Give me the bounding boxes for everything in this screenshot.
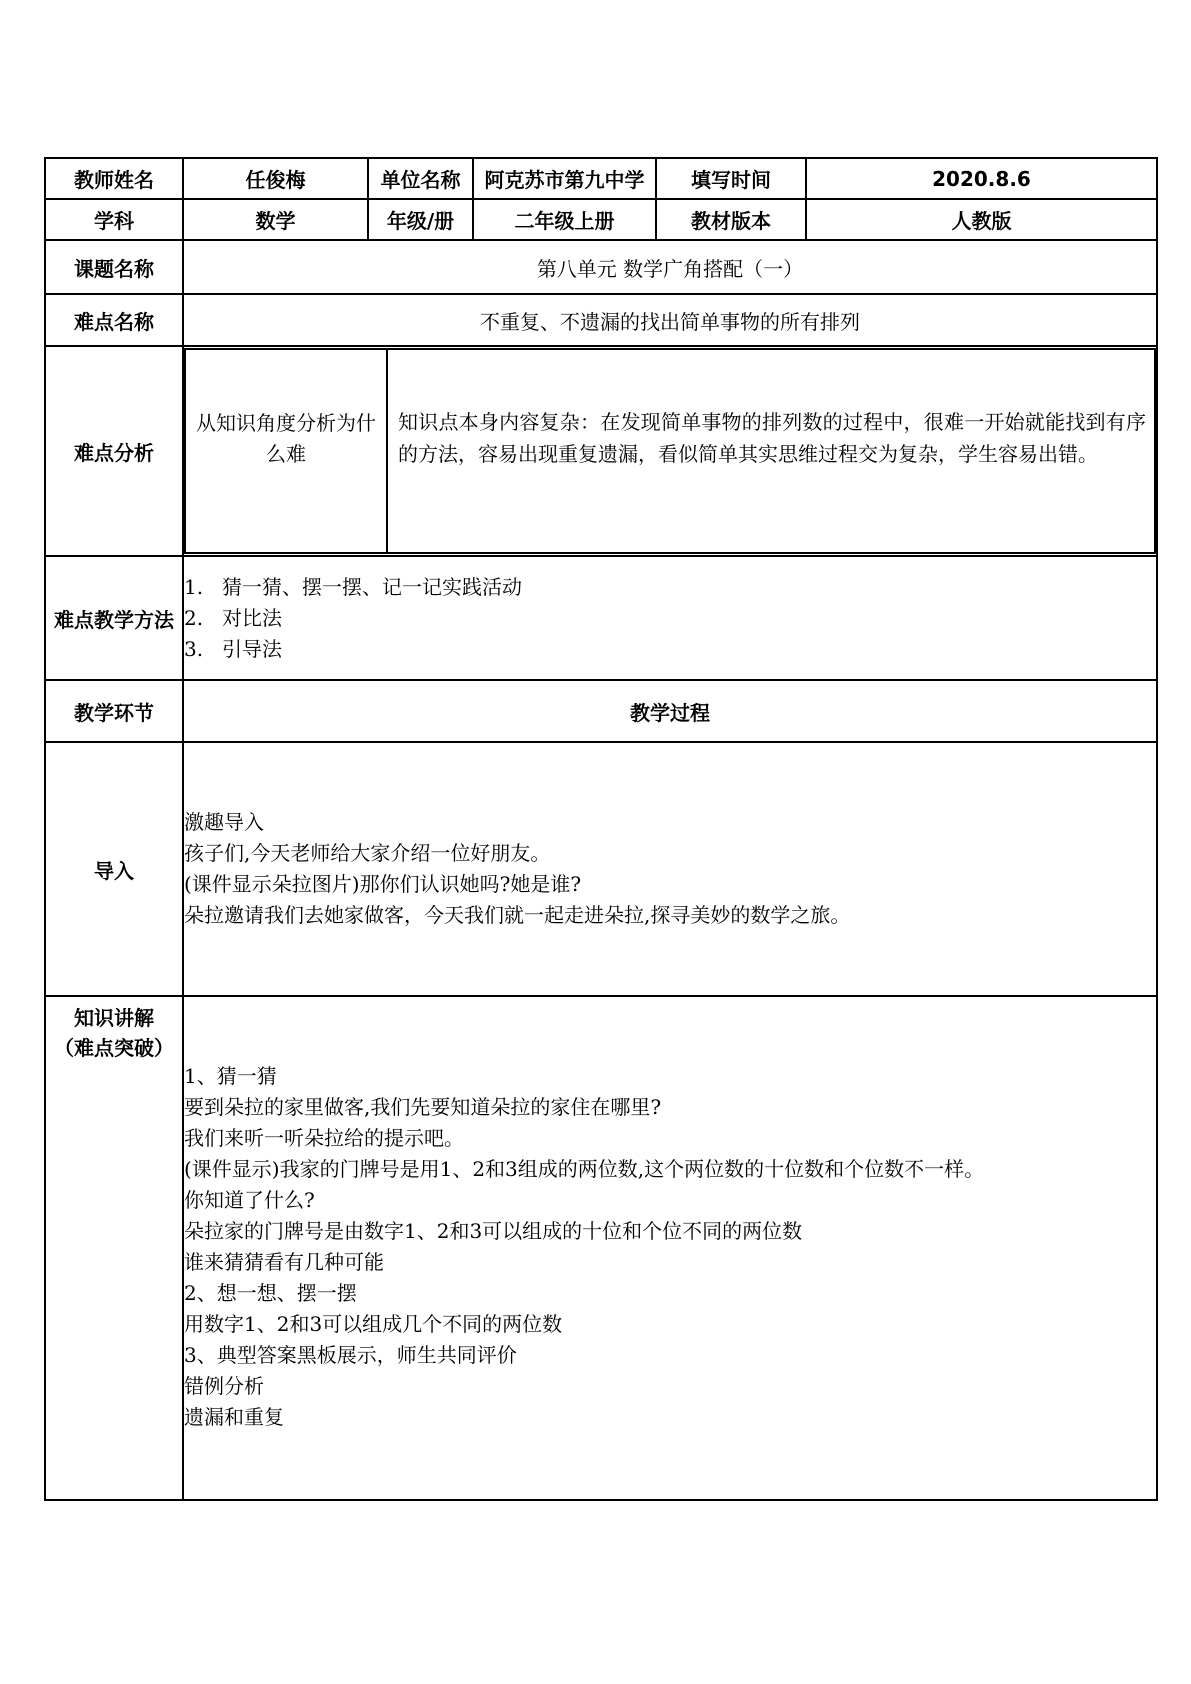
- header-row-2: [45, 199, 1157, 240]
- knowledge-line: 我们来听一听朵拉给的提示吧。: [184, 1126, 464, 1150]
- knowledge-content: [183, 996, 1157, 1500]
- knowledge-line: 遗漏和重复: [184, 1405, 284, 1429]
- intro-label: 导入: [45, 742, 183, 996]
- difficulty-value: 不重复、不遗漏的找出简单事物的所有排列: [183, 294, 1157, 346]
- unit-name-label: 单位名称: [368, 158, 473, 199]
- method-item-text: 猜一猜、摆一摆、记一记实践活动: [222, 574, 522, 599]
- lesson-plan-page: [44, 157, 1156, 1501]
- grade-label: 年级/册: [368, 199, 473, 240]
- unit-name-value: 阿克苏市第九中学: [473, 158, 656, 199]
- fill-date-label: 填写时间: [656, 158, 806, 199]
- analysis-subtable: [184, 348, 1156, 554]
- intro-line: 孩子们,今天老师给大家介绍一位好朋友。: [184, 841, 551, 865]
- knowledge-line: 1、猜一猜: [184, 1064, 277, 1088]
- analysis-sub-cell: [185, 349, 387, 553]
- knowledge-line: 谁来猜猜看有几种可能: [184, 1250, 384, 1274]
- knowledge-line: 2、想一想、摆一摆: [184, 1281, 357, 1305]
- knowledge-line: 错例分析: [184, 1374, 264, 1398]
- method-item-num: 3.: [184, 636, 204, 661]
- method-item: [184, 572, 1156, 603]
- method-item-text: 对比法: [222, 605, 282, 630]
- method-item: [184, 603, 1156, 634]
- process-stage-label: 教学环节: [45, 680, 183, 742]
- knowledge-label-line1: 知识讲解: [74, 1006, 154, 1030]
- difficulty-row: [45, 294, 1157, 346]
- analysis-cell: [183, 346, 1157, 556]
- analysis-sub-label: 从知识角度分析为什么难: [196, 411, 376, 466]
- edition-label: 教材版本: [656, 199, 806, 240]
- difficulty-label: 难点名称: [45, 294, 183, 346]
- subject-label: 学科: [45, 199, 183, 240]
- intro-row: [45, 742, 1157, 996]
- intro-line: 朵拉邀请我们去她家做客，今天我们就一起走进朵拉,探寻美妙的数学之旅。: [184, 903, 851, 927]
- intro-content: [183, 742, 1157, 996]
- knowledge-line: 你知道了什么?: [184, 1188, 315, 1212]
- method-item-text: 引导法: [222, 636, 282, 661]
- intro-line: (课件显示朵拉图片)那你们认识她吗?她是谁?: [184, 872, 582, 896]
- intro-line: 激趣导入: [184, 810, 264, 834]
- analysis-label: 难点分析: [45, 346, 183, 556]
- knowledge-row: [45, 996, 1157, 1500]
- knowledge-line: (课件显示)我家的门牌号是用1、2和3组成的两位数,这个两位数的十位数和个位数不一样。: [184, 1157, 985, 1181]
- teacher-name-value: 任俊梅: [183, 158, 368, 199]
- process-header-row: [45, 680, 1157, 742]
- method-item-num: 2.: [184, 605, 204, 630]
- lesson-plan-table: [44, 157, 1158, 1501]
- grade-value: 二年级上册: [473, 199, 656, 240]
- method-item-num: 1.: [184, 574, 204, 599]
- teacher-name-label: 教师姓名: [45, 158, 183, 199]
- topic-value: 第八单元 数学广角搭配（一）: [183, 240, 1157, 294]
- knowledge-line: 3、典型答案黑板展示，师生共同评价: [184, 1343, 517, 1367]
- knowledge-line: 用数字1、2和3可以组成几个不同的两位数: [184, 1312, 563, 1336]
- analysis-text: 知识点本身内容复杂：在发现简单事物的排列数的过程中，很难一开始就能找到有序的方法，容易出现重复遗漏，看似简单其实思维过程交为复杂，学生容易出错。: [398, 410, 1146, 466]
- knowledge-label: [45, 996, 183, 1500]
- topic-row: [45, 240, 1157, 294]
- analysis-row: [45, 346, 1157, 556]
- subject-value: 数学: [183, 199, 368, 240]
- methods-label: 难点教学方法: [45, 556, 183, 680]
- methods-row: [45, 556, 1157, 680]
- analysis-text-cell: [387, 349, 1155, 553]
- knowledge-line: 朵拉家的门牌号是由数字1、2和3可以组成的十位和个位不同的两位数: [184, 1219, 803, 1243]
- knowledge-line: 要到朵拉的家里做客,我们先要知道朵拉的家住在哪里?: [184, 1095, 662, 1119]
- knowledge-label-line2: （难点突破）: [54, 1036, 174, 1060]
- method-item: [184, 634, 1156, 665]
- fill-date-value: 2020.8.6: [806, 158, 1157, 199]
- edition-value: 人教版: [806, 199, 1157, 240]
- methods-list: [183, 556, 1157, 680]
- process-header-value: 教学过程: [183, 680, 1157, 742]
- topic-label: 课题名称: [45, 240, 183, 294]
- header-row-1: [45, 158, 1157, 199]
